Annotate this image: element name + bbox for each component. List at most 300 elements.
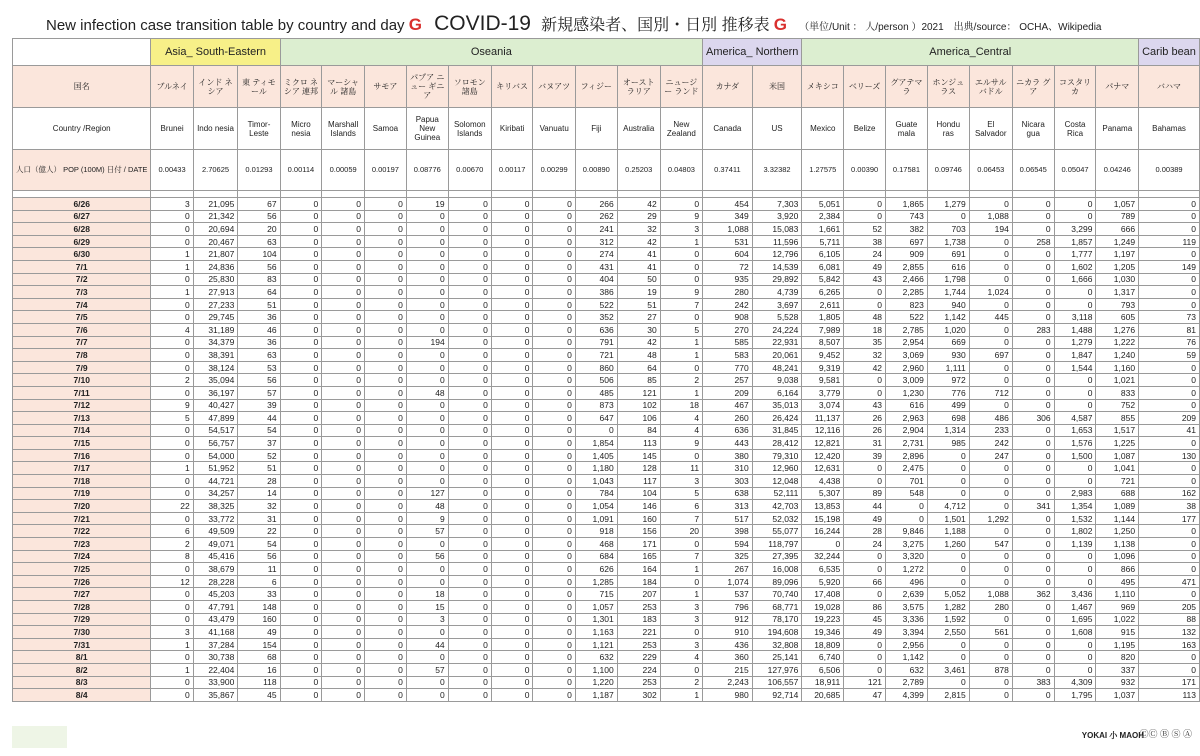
case-count-cell: 789 — [1096, 210, 1139, 223]
country-en-name: Guate mala — [886, 108, 928, 150]
date-cell: 7/2 — [13, 273, 151, 286]
case-count-cell: 119 — [1139, 235, 1200, 248]
case-count-cell: 0 — [448, 210, 491, 223]
case-count-cell: 104 — [617, 487, 660, 500]
case-count-cell: 1,144 — [1096, 512, 1139, 525]
table-row — [13, 487, 1200, 500]
case-count-cell: 383 — [1012, 676, 1054, 689]
case-count-cell: 0 — [365, 525, 407, 538]
table-row — [13, 235, 1200, 248]
case-count-cell: 0 — [1139, 475, 1200, 488]
case-count-cell: 0 — [280, 651, 322, 664]
case-count-cell: 1 — [151, 286, 193, 299]
case-count-cell: 499 — [927, 399, 969, 412]
table-row — [13, 210, 1200, 223]
case-count-cell: 0 — [1012, 512, 1054, 525]
case-count-cell: 915 — [1096, 626, 1139, 639]
table-row — [13, 311, 1200, 324]
case-count-cell: 0 — [365, 676, 407, 689]
country-population: 0.00390 — [844, 150, 886, 191]
case-count-cell: 0 — [448, 663, 491, 676]
country-en-name: Hondu ras — [927, 108, 969, 150]
case-count-cell: 0 — [365, 550, 407, 563]
case-count-cell: 0 — [448, 437, 491, 450]
date-cell: 7/3 — [13, 286, 151, 299]
case-count-cell: 280 — [969, 601, 1012, 614]
case-count-cell: 1,279 — [927, 198, 969, 211]
case-count-cell: 19,346 — [802, 626, 844, 639]
case-count-cell: 73 — [1139, 311, 1200, 324]
case-count-cell: 1,354 — [1054, 500, 1096, 513]
case-count-cell: 0 — [280, 601, 322, 614]
case-count-cell: 0 — [660, 538, 702, 551]
case-count-cell: 0 — [533, 512, 575, 525]
case-count-cell: 5 — [660, 323, 702, 336]
case-count-cell: 6,535 — [802, 563, 844, 576]
case-count-cell: 0 — [280, 437, 322, 450]
case-count-cell: 3 — [151, 198, 193, 211]
title-text: New infection case transition table by country and day — [46, 17, 405, 34]
country-en-name: Brunei — [151, 108, 193, 150]
case-count-cell: 92,714 — [752, 689, 802, 702]
case-count-cell: 0 — [365, 538, 407, 551]
case-count-cell: 303 — [703, 475, 753, 488]
case-count-cell: 0 — [406, 323, 448, 336]
case-count-cell: 16,008 — [752, 563, 802, 576]
case-count-cell: 855 — [1096, 412, 1139, 425]
country-jp-name: ニュージー ランド — [660, 66, 702, 108]
case-count-cell: 0 — [969, 248, 1012, 261]
case-count-cell: 6,081 — [802, 260, 844, 273]
case-count-cell: 0 — [927, 638, 969, 651]
case-count-cell: 2,855 — [886, 260, 928, 273]
case-count-cell: 0 — [533, 575, 575, 588]
spacer-cell — [844, 191, 886, 198]
case-count-cell: 1,602 — [1054, 260, 1096, 273]
case-count-cell: 0 — [448, 487, 491, 500]
case-count-cell: 0 — [927, 550, 969, 563]
case-count-cell: 0 — [280, 449, 322, 462]
case-count-cell: 0 — [280, 575, 322, 588]
case-count-cell: 283 — [1012, 323, 1054, 336]
case-count-cell: 0 — [533, 386, 575, 399]
spacer-cell — [1139, 191, 1200, 198]
case-count-cell: 1,195 — [1096, 638, 1139, 651]
case-count-cell: 0 — [322, 538, 365, 551]
case-count-cell: 0 — [280, 235, 322, 248]
case-count-cell: 56 — [238, 550, 280, 563]
case-count-cell: 0 — [1012, 386, 1054, 399]
case-count-cell: 81 — [1139, 323, 1200, 336]
date-cell: 7/12 — [13, 399, 151, 412]
date-cell: 7/5 — [13, 311, 151, 324]
case-count-cell: 50 — [617, 273, 660, 286]
case-count-cell: 59 — [1139, 349, 1200, 362]
case-count-cell: 0 — [1139, 223, 1200, 236]
case-count-cell: 1,279 — [1054, 336, 1096, 349]
case-count-cell: 49,509 — [193, 525, 238, 538]
case-count-cell: 3,074 — [802, 399, 844, 412]
case-count-cell: 2,731 — [886, 437, 928, 450]
case-count-cell: 1,222 — [1096, 336, 1139, 349]
case-count-cell: 0 — [927, 575, 969, 588]
case-count-cell: 42,703 — [752, 500, 802, 513]
case-count-cell: 0 — [491, 210, 533, 223]
country-en-name: Mexico — [802, 108, 844, 150]
date-cell: 7/14 — [13, 424, 151, 437]
case-count-cell: 0 — [448, 298, 491, 311]
country-en-name: Nicara gua — [1012, 108, 1054, 150]
date-cell: 7/6 — [13, 323, 151, 336]
date-cell: 8/3 — [13, 676, 151, 689]
case-count-cell: 0 — [533, 248, 575, 261]
case-count-cell: 0 — [660, 248, 702, 261]
case-count-cell: 1,272 — [886, 563, 928, 576]
case-count-cell: 918 — [575, 525, 617, 538]
case-count-cell: 743 — [886, 210, 928, 223]
case-count-cell: 0 — [322, 260, 365, 273]
case-count-cell: 1,197 — [1096, 248, 1139, 261]
case-count-cell: 0 — [280, 374, 322, 387]
case-count-cell: 522 — [575, 298, 617, 311]
case-count-cell: 0 — [151, 386, 193, 399]
case-count-cell: 0 — [448, 626, 491, 639]
case-count-cell: 485 — [575, 386, 617, 399]
case-count-cell: 0 — [280, 210, 322, 223]
case-count-cell: 42 — [617, 198, 660, 211]
country-jp-name: カナダ — [703, 66, 753, 108]
case-count-cell: 0 — [491, 248, 533, 261]
table-row — [13, 223, 1200, 236]
case-count-cell: 349 — [703, 210, 753, 223]
country-population: 2.70625 — [193, 150, 238, 191]
case-count-cell: 0 — [448, 575, 491, 588]
case-count-cell: 89,096 — [752, 575, 802, 588]
case-count-cell: 4,739 — [752, 286, 802, 299]
spacer-cell — [703, 191, 753, 198]
case-count-cell: 0 — [927, 487, 969, 500]
case-count-cell: 1 — [660, 588, 702, 601]
case-count-cell: 0 — [969, 462, 1012, 475]
case-count-cell: 28 — [238, 475, 280, 488]
case-count-cell: 3,779 — [802, 386, 844, 399]
case-count-cell: 972 — [927, 374, 969, 387]
case-count-cell: 0 — [322, 399, 365, 412]
case-count-cell: 262 — [575, 210, 617, 223]
case-count-cell: 49 — [238, 626, 280, 639]
case-count-cell: 935 — [703, 273, 753, 286]
case-count-cell: 0 — [533, 323, 575, 336]
case-count-cell: 0 — [448, 462, 491, 475]
case-count-cell: 0 — [1012, 210, 1054, 223]
case-count-cell: 257 — [703, 374, 753, 387]
case-count-cell: 0 — [1012, 689, 1054, 702]
case-count-cell: 1,260 — [927, 538, 969, 551]
case-count-cell: 29,892 — [752, 273, 802, 286]
case-count-cell: 0 — [969, 336, 1012, 349]
spacer-cell — [365, 191, 407, 198]
case-count-cell: 0 — [969, 273, 1012, 286]
case-count-cell: 605 — [1096, 311, 1139, 324]
case-count-cell: 163 — [1139, 638, 1200, 651]
case-count-cell: 0 — [322, 525, 365, 538]
date-cell: 7/28 — [13, 601, 151, 614]
infection-table — [12, 38, 1200, 702]
case-count-cell: 1,037 — [1096, 689, 1139, 702]
case-count-cell: 63 — [238, 349, 280, 362]
case-count-cell: 2,243 — [703, 676, 753, 689]
case-count-cell: 6 — [151, 525, 193, 538]
case-count-cell: 471 — [1139, 575, 1200, 588]
table-row — [13, 462, 1200, 475]
case-count-cell: 4,712 — [927, 500, 969, 513]
case-count-cell: 2,963 — [886, 412, 928, 425]
case-count-cell: 15,198 — [802, 512, 844, 525]
case-count-cell: 6,265 — [802, 286, 844, 299]
case-count-cell: 0 — [927, 676, 969, 689]
case-count-cell: 770 — [703, 361, 753, 374]
case-count-cell: 229 — [617, 651, 660, 664]
country-jp-name: ブルネイ — [151, 66, 193, 108]
case-count-cell: 616 — [886, 399, 928, 412]
case-count-cell: 0 — [151, 273, 193, 286]
case-count-cell: 2,639 — [886, 588, 928, 601]
case-count-cell: 0 — [533, 198, 575, 211]
case-count-cell: 721 — [1096, 475, 1139, 488]
case-count-cell: 909 — [886, 248, 928, 261]
case-count-cell: 1,695 — [1054, 613, 1096, 626]
case-count-cell: 0 — [280, 538, 322, 551]
case-count-cell: 22,931 — [752, 336, 802, 349]
case-count-cell: 638 — [703, 487, 753, 500]
spacer-cell — [491, 191, 533, 198]
case-count-cell: 51 — [238, 298, 280, 311]
case-count-cell: 632 — [886, 663, 928, 676]
case-count-cell: 703 — [927, 223, 969, 236]
case-count-cell: 0 — [1139, 563, 1200, 576]
case-count-cell: 0 — [533, 563, 575, 576]
case-count-cell: 0 — [322, 449, 365, 462]
japanese-name-row — [13, 66, 1200, 108]
case-count-cell: 0 — [969, 260, 1012, 273]
case-count-cell: 0 — [406, 248, 448, 261]
case-count-cell: 4,399 — [886, 689, 928, 702]
case-count-cell: 0 — [491, 424, 533, 437]
case-count-cell: 878 — [969, 663, 1012, 676]
country-en-name: Canada — [703, 108, 753, 150]
case-count-cell: 4,309 — [1054, 676, 1096, 689]
case-count-cell: 0 — [322, 512, 365, 525]
case-count-cell: 386 — [575, 286, 617, 299]
table-row — [13, 588, 1200, 601]
case-count-cell: 85 — [617, 374, 660, 387]
case-count-cell: 5 — [660, 487, 702, 500]
case-count-cell: 12,048 — [752, 475, 802, 488]
case-count-cell: 0 — [533, 424, 575, 437]
case-count-cell: 0 — [844, 198, 886, 211]
case-count-cell: 34,257 — [193, 487, 238, 500]
case-count-cell: 164 — [617, 563, 660, 576]
case-count-cell: 41 — [1139, 424, 1200, 437]
case-count-cell: 70,740 — [752, 588, 802, 601]
case-count-cell: 44 — [406, 638, 448, 651]
case-count-cell: 1 — [660, 689, 702, 702]
case-count-cell: 267 — [703, 563, 753, 576]
country-en-name: New Zealand — [660, 108, 702, 150]
table-row — [13, 663, 1200, 676]
case-count-cell: 0 — [491, 336, 533, 349]
country-population: 0.00197 — [365, 150, 407, 191]
case-count-cell: 209 — [1139, 412, 1200, 425]
case-count-cell: 224 — [617, 663, 660, 676]
case-count-cell: 1,121 — [575, 638, 617, 651]
case-count-cell: 0 — [844, 286, 886, 299]
case-count-cell: 9 — [660, 210, 702, 223]
spacer-cell — [193, 191, 238, 198]
case-count-cell: 0 — [406, 286, 448, 299]
case-count-cell: 616 — [927, 260, 969, 273]
case-count-cell: 56 — [238, 260, 280, 273]
case-count-cell: 404 — [575, 273, 617, 286]
case-count-cell: 0 — [280, 689, 322, 702]
region-group-header: Oseania — [280, 39, 702, 66]
table-row — [13, 361, 1200, 374]
case-count-cell: 0 — [969, 638, 1012, 651]
table-row — [13, 475, 1200, 488]
case-count-cell: 0 — [1012, 550, 1054, 563]
case-count-cell: 41 — [617, 260, 660, 273]
case-count-cell: 0 — [1012, 223, 1054, 236]
pop-date-label: 人口（億人） POP (100M) 日付 / DATE — [13, 150, 151, 191]
case-count-cell: 27 — [617, 311, 660, 324]
case-count-cell: 0 — [660, 260, 702, 273]
case-count-cell: 0 — [406, 475, 448, 488]
case-count-cell: 1,138 — [1096, 538, 1139, 551]
case-count-cell: 701 — [886, 475, 928, 488]
case-count-cell: 0 — [322, 550, 365, 563]
case-count-cell: 1,030 — [1096, 273, 1139, 286]
case-count-cell: 11,137 — [802, 412, 844, 425]
case-count-cell: 1,854 — [575, 437, 617, 450]
case-count-cell: 0 — [365, 298, 407, 311]
case-count-cell: 0 — [1054, 475, 1096, 488]
case-count-cell: 2 — [151, 538, 193, 551]
case-count-cell: 242 — [703, 298, 753, 311]
case-count-cell: 0 — [280, 298, 322, 311]
case-count-cell: 0 — [1139, 386, 1200, 399]
case-count-cell: 0 — [365, 613, 407, 626]
case-count-cell: 0 — [491, 449, 533, 462]
case-count-cell: 0 — [533, 349, 575, 362]
country-en-name: Panama — [1096, 108, 1139, 150]
country-population: 0.08776 — [406, 150, 448, 191]
case-count-cell: 27,395 — [752, 550, 802, 563]
case-count-cell: 67 — [238, 198, 280, 211]
case-count-cell: 0 — [365, 626, 407, 639]
case-count-cell: 20 — [660, 525, 702, 538]
case-count-cell: 47 — [844, 689, 886, 702]
case-count-cell: 310 — [703, 462, 753, 475]
case-count-cell: 9 — [660, 286, 702, 299]
case-count-cell: 382 — [886, 223, 928, 236]
case-count-cell: 0 — [280, 386, 322, 399]
country-jp-name: グアテマラ — [886, 66, 928, 108]
case-count-cell: 21,095 — [193, 198, 238, 211]
case-count-cell: 3 — [406, 613, 448, 626]
case-count-cell: 47,791 — [193, 601, 238, 614]
case-count-cell: 1 — [660, 349, 702, 362]
case-count-cell: 0 — [533, 689, 575, 702]
case-count-cell: 0 — [969, 651, 1012, 664]
case-count-cell: 0 — [365, 235, 407, 248]
case-count-cell: 0 — [280, 323, 322, 336]
case-count-cell: 0 — [365, 462, 407, 475]
case-count-cell: 0 — [1012, 651, 1054, 664]
case-count-cell: 0 — [1054, 210, 1096, 223]
case-count-cell: 0 — [151, 349, 193, 362]
date-cell: 7/31 — [13, 638, 151, 651]
case-count-cell: 55,077 — [752, 525, 802, 538]
case-count-cell: 270 — [703, 323, 753, 336]
case-count-cell: 0 — [280, 273, 322, 286]
case-count-cell: 0 — [151, 311, 193, 324]
case-count-cell: 38,124 — [193, 361, 238, 374]
case-count-cell: 0 — [491, 361, 533, 374]
case-count-cell: 177 — [1139, 512, 1200, 525]
case-count-cell: 78,170 — [752, 613, 802, 626]
case-count-cell: 52 — [238, 449, 280, 462]
date-cell: 7/21 — [13, 512, 151, 525]
case-count-cell: 398 — [703, 525, 753, 538]
date-cell: 7/1 — [13, 260, 151, 273]
case-count-cell: 54 — [238, 424, 280, 437]
case-count-cell: 0 — [969, 399, 1012, 412]
country-jp-name: バヌアツ — [533, 66, 575, 108]
case-count-cell: 12 — [151, 575, 193, 588]
country-population: 0.00670 — [448, 150, 491, 191]
case-count-cell: 24 — [844, 538, 886, 551]
case-count-cell: 9,581 — [802, 374, 844, 387]
case-count-cell: 0 — [151, 424, 193, 437]
case-count-cell: 5,842 — [802, 273, 844, 286]
case-count-cell: 0 — [1139, 248, 1200, 261]
case-count-cell: 27,233 — [193, 298, 238, 311]
case-count-cell: 0 — [365, 449, 407, 462]
case-count-cell: 12,631 — [802, 462, 844, 475]
case-count-cell: 0 — [365, 601, 407, 614]
case-count-cell: 0 — [365, 336, 407, 349]
case-count-cell: 22,404 — [193, 663, 238, 676]
case-count-cell: 20 — [238, 223, 280, 236]
case-count-cell: 1,285 — [575, 575, 617, 588]
case-count-cell: 0 — [491, 601, 533, 614]
case-count-cell: 7 — [660, 512, 702, 525]
case-count-cell: 31 — [844, 437, 886, 450]
case-count-cell: 1,163 — [575, 626, 617, 639]
date-cell: 7/18 — [13, 475, 151, 488]
case-count-cell: 1,314 — [927, 424, 969, 437]
case-count-cell: 121 — [844, 676, 886, 689]
date-cell: 7/25 — [13, 563, 151, 576]
case-count-cell: 1,088 — [703, 223, 753, 236]
case-count-cell: 2,550 — [927, 626, 969, 639]
case-count-cell: 0 — [844, 550, 886, 563]
case-count-cell: 431 — [575, 260, 617, 273]
case-count-cell: 0 — [660, 361, 702, 374]
country-jp-name: ホンジュ ラス — [927, 66, 969, 108]
case-count-cell: 3,394 — [886, 626, 928, 639]
case-count-cell: 1,043 — [575, 475, 617, 488]
